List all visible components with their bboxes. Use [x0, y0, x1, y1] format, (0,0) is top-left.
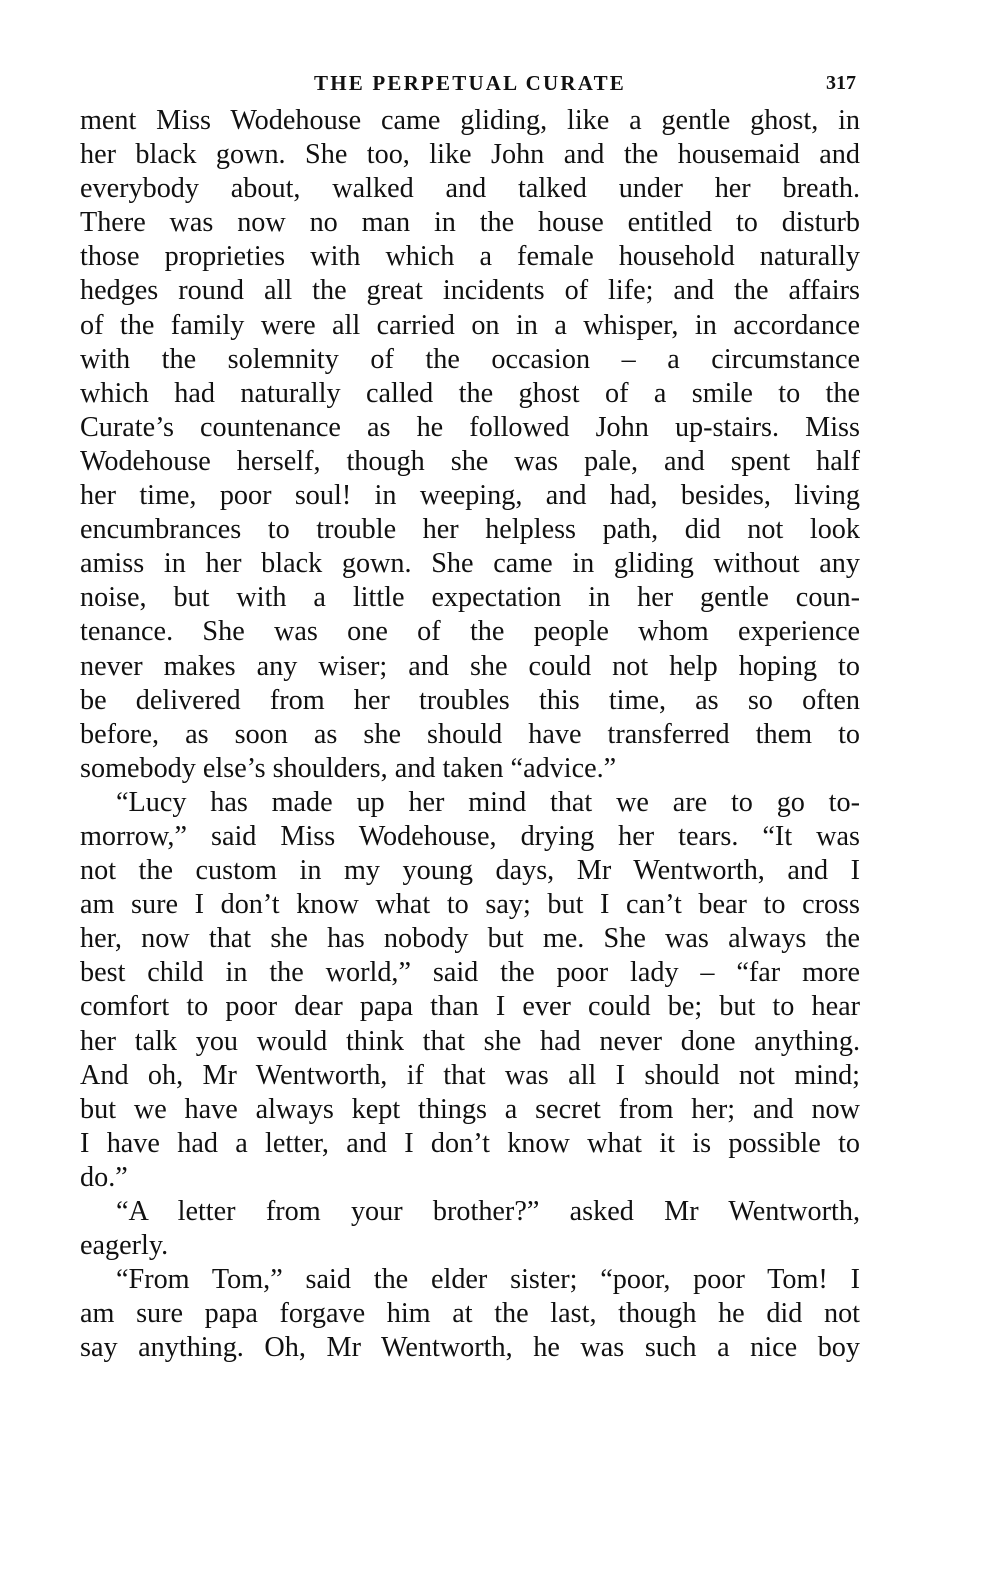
- text-line: Wodehouse herself, though she was pale, and spent half: [80, 445, 860, 477]
- text-line: before, as soon as she should have transferred them to: [80, 718, 860, 750]
- text-line: but we have always kept things a secret from her; and now: [80, 1093, 860, 1125]
- text-line: with the solemnity of the occasion – a circumstance: [80, 343, 860, 375]
- text-line: There was now no man in the house entitled to disturb: [80, 207, 860, 239]
- text-line: I have had a letter, and I don’t know what it is possible to: [80, 1127, 860, 1159]
- paragraph-end-line: eagerly.: [80, 1230, 169, 1262]
- text-line: comfort to poor dear papa than I ever could be; but to hear: [80, 991, 860, 1023]
- paragraph-start-line: “Lucy has made up her mind that we are to go to-: [116, 786, 860, 818]
- text-line: which had naturally called the ghost of a smile to the: [80, 377, 860, 409]
- text-line: noise, but with a little expectation in her gentle coun-: [80, 582, 860, 614]
- text-line: of the family were all carried on in a whisper, in accordance: [80, 309, 860, 341]
- text-line: tenance. She was one of the people whom experience: [80, 616, 860, 648]
- text-line: those proprieties with which a female household naturally: [80, 241, 860, 273]
- book-page: [80, 66, 860, 1365]
- text-line: everybody about, walked and talked under her breath.: [80, 173, 860, 205]
- running-head: [80, 66, 860, 100]
- text-line: best child in the world,” said the poor lady – “far more: [80, 957, 860, 989]
- text-line: am sure I don’t know what to say; but I can’t bear to cross: [80, 889, 860, 921]
- paragraph-start-line: “From Tom,” said the elder sister; “poor, poor Tom! I: [116, 1264, 860, 1296]
- paragraph-end-line: do.”: [80, 1161, 128, 1193]
- text-line: her talk you would think that she had never done anything.: [80, 1025, 860, 1057]
- text-line: morrow,” said Miss Wodehouse, drying her tears. “It was: [80, 820, 860, 852]
- text-line: say anything. Oh, Mr Wentworth, he was such a nice boy: [80, 1332, 860, 1364]
- page-number: 317: [826, 72, 856, 94]
- paragraph-end-line: somebody else’s shoulders, and taken “advice.”: [80, 752, 617, 784]
- text-line: Curate’s countenance as he followed John up-stairs. Miss: [80, 411, 860, 443]
- text-line: her time, poor soul! in weeping, and had, besides, living: [80, 480, 860, 512]
- text-line: not the custom in my young days, Mr Wentworth, and I: [80, 855, 860, 887]
- text-line: am sure papa forgave him at the last, though he did not: [80, 1298, 860, 1330]
- text-line: amiss in her black gown. She came in gliding without any: [80, 548, 860, 580]
- running-title: THE PERPETUAL CURATE: [314, 71, 626, 95]
- text-line: her, now that she has nobody but me. She was always the: [80, 923, 860, 955]
- text-line: never makes any wiser; and she could not help hoping to: [80, 650, 860, 682]
- text-line: be delivered from her troubles this time, as so often: [80, 684, 860, 716]
- text-line: encumbrances to trouble her helpless path, did not look: [80, 514, 860, 546]
- text-line: hedges round all the great incidents of life; and the affairs: [80, 275, 860, 307]
- text-line: her black gown. She too, like John and the housemaid and: [80, 139, 860, 171]
- text-line: And oh, Mr Wentworth, if that was all I should not mind;: [80, 1059, 860, 1091]
- paragraph-start-line: “A letter from your brother?” asked Mr Wentworth,: [116, 1196, 860, 1227]
- text-line: ment Miss Wodehouse came gliding, like a gentle ghost, in: [80, 105, 860, 136]
- body-text: [80, 104, 860, 1365]
